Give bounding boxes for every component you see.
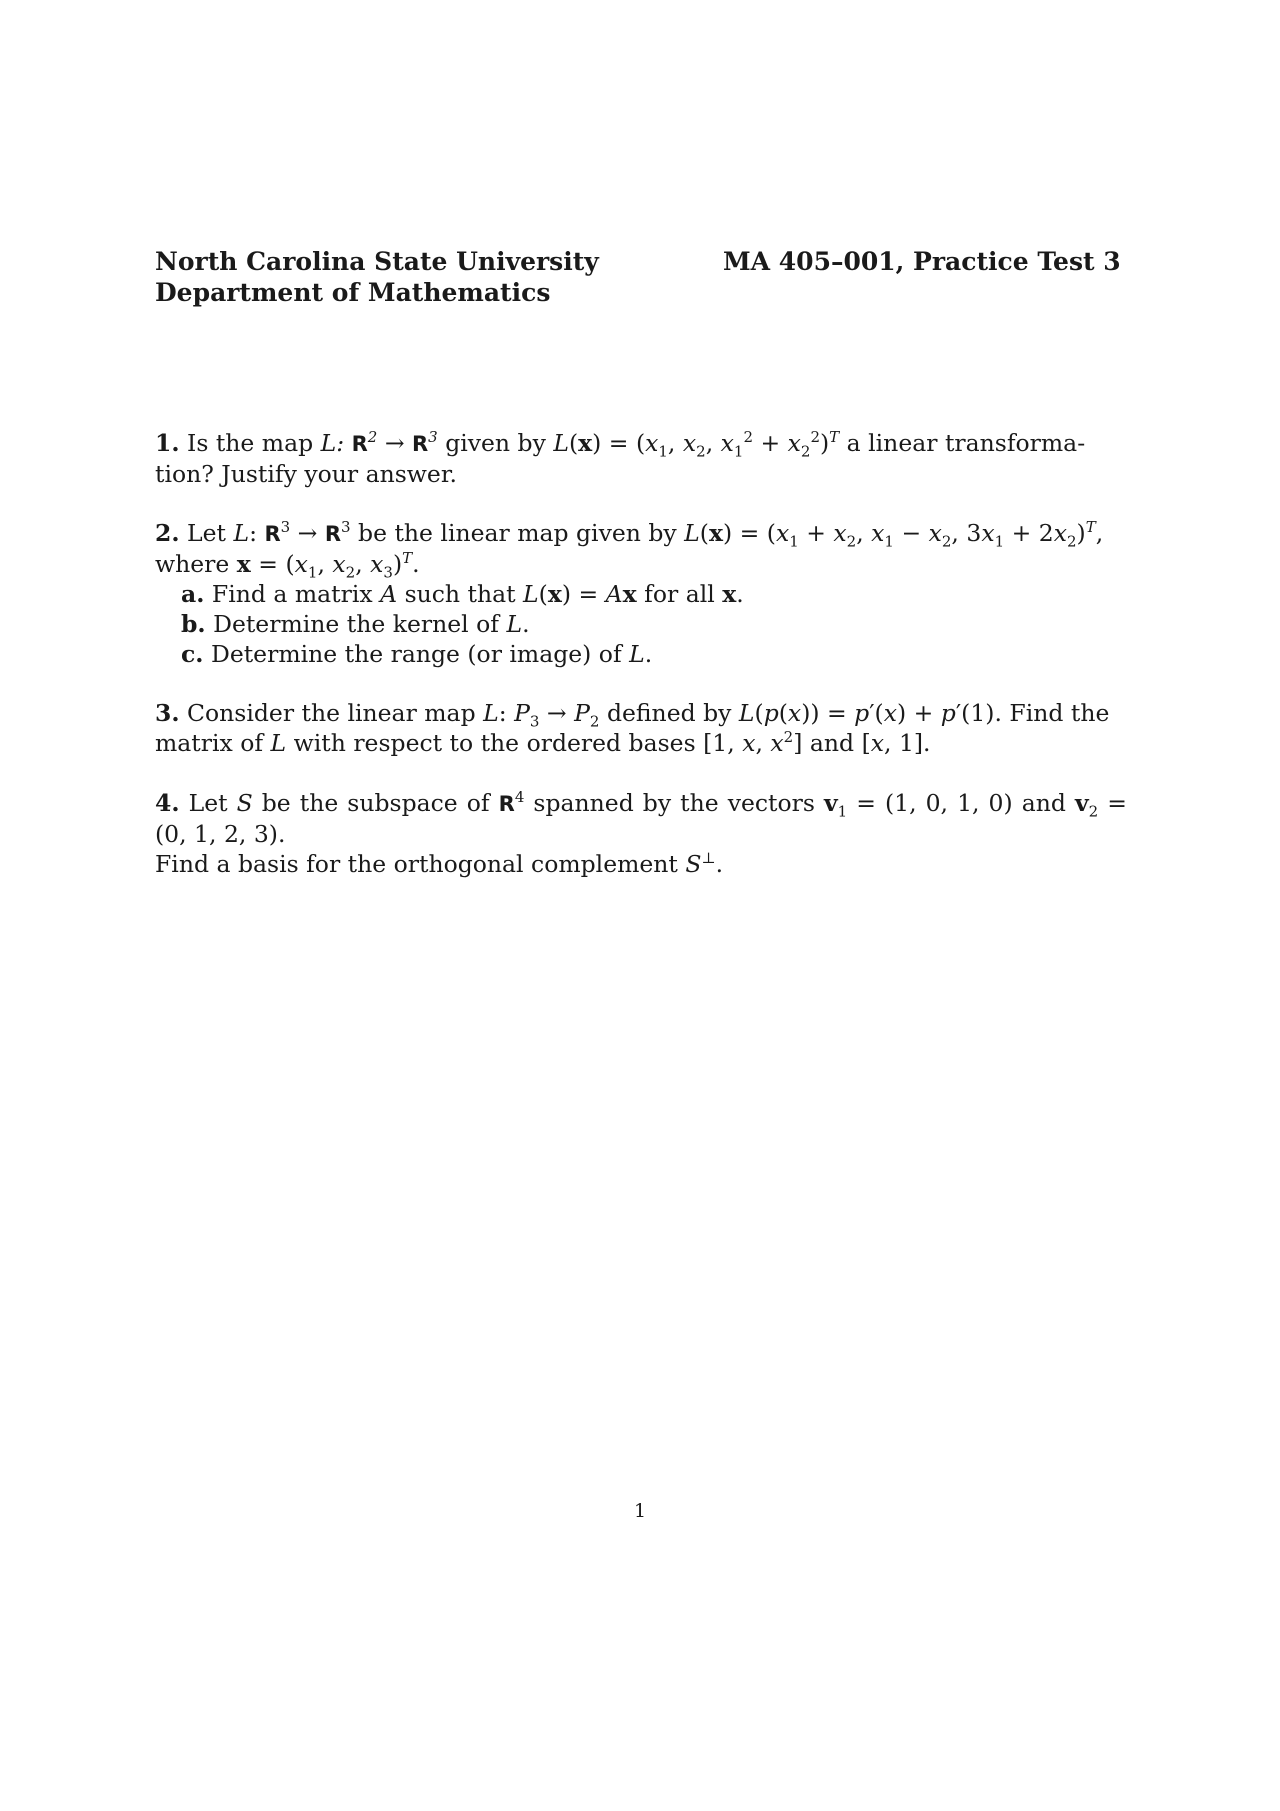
problem-2 [155,518,1127,669]
part-c: c. Determine the range (or image) of L. [181,640,653,668]
problem-number: 4. [155,789,180,817]
page-number: 1 [633,1500,647,1522]
formula: L(x) = Ax [523,580,637,608]
formula: L: $R^3 \to R^3$ [233,518,351,547]
problem-2-line-1: 2. Let L: $R^3 \to R^3$ be the linear map given by $L(x) = (x_1 + x_2$, $x_1 - x_2$, $3x_1 + 2x_2)^T$, [155,518,1104,551]
problem-1-line-2: tion? Justify your answer. [155,460,457,488]
formula: L: $P_3 \to P_2$ [483,699,600,731]
problem-4-line-2: Find a basis for the orthogonal complement S⊥. [155,849,724,878]
formula: $v_2 = (0$, 1, 2, 3). [155,789,1127,848]
problem-4-line-1: 4. Let S be the subspace of $R^4$ spanned by the vectors $v_1 = (1$, 0, 1, 0) and $v_2 = (0$, 1, 2, 3). [155,788,1127,848]
formula: [x, 1]. [861,729,931,757]
formula: S⊥. [685,849,724,878]
formula: $x = (x_1$, $x_2$, $x_3)^T$. [236,549,420,582]
part-a: a. Find a matrix A such that L(x) = Ax for all x. [181,580,744,608]
formula: $L(x) = (x_1$, $x_2$, $x_1^2 + x_2^2)^T$ [553,428,840,461]
university-name: North Carolina State University [155,247,599,276]
formula: $L(x) = (x_1 + x_2$, $x_1 - x_2$, $3x_1 + 2x_2)^T$, [684,518,1104,551]
problem-1-line-1: 1. Is the map L: $R^2 \to R^3$ given by $L(x) = (x_1$, $x_2$, $x_1^2 + x_2^2)^T$ a linear transforma- [155,428,1086,461]
formula: L: $R^2 \to R^3$ [320,428,438,457]
problem-1 [155,428,1127,489]
formula: L(p(x)) = p′(x) + p′(1). [738,699,1002,727]
part-b: b. Determine the kernel of L. [181,610,530,638]
problem-number: 1. [155,429,180,457]
problem-3-line-1: 3. Consider the linear map L: $P_3 \to P_2$ defined by L(p(x)) = p′(x) + p′(1). Find the [155,699,1110,731]
formula: [1, x, $x^2$] [703,728,803,757]
problem-2-line-2: where $x = (x_1$, $x_2$, $x_3)^T$. [155,549,420,582]
problem-4 [155,788,1127,879]
formula: $R^4$ [498,788,525,816]
course-title: MA 405–001, Practice Test 3 [723,247,1121,276]
department-name: Department of Mathematics [155,278,551,307]
problem-3-line-2: matrix of L with respect to the ordered bases [1, x, $x^2$] and [x, 1]. [155,728,931,757]
problem-number: 3. [155,699,180,727]
problem-3 [155,698,1127,758]
problem-number: 2. [155,519,180,547]
header-left [155,246,599,308]
formula: $v_1 = (1$, 0, 1, 0) [823,789,1013,821]
